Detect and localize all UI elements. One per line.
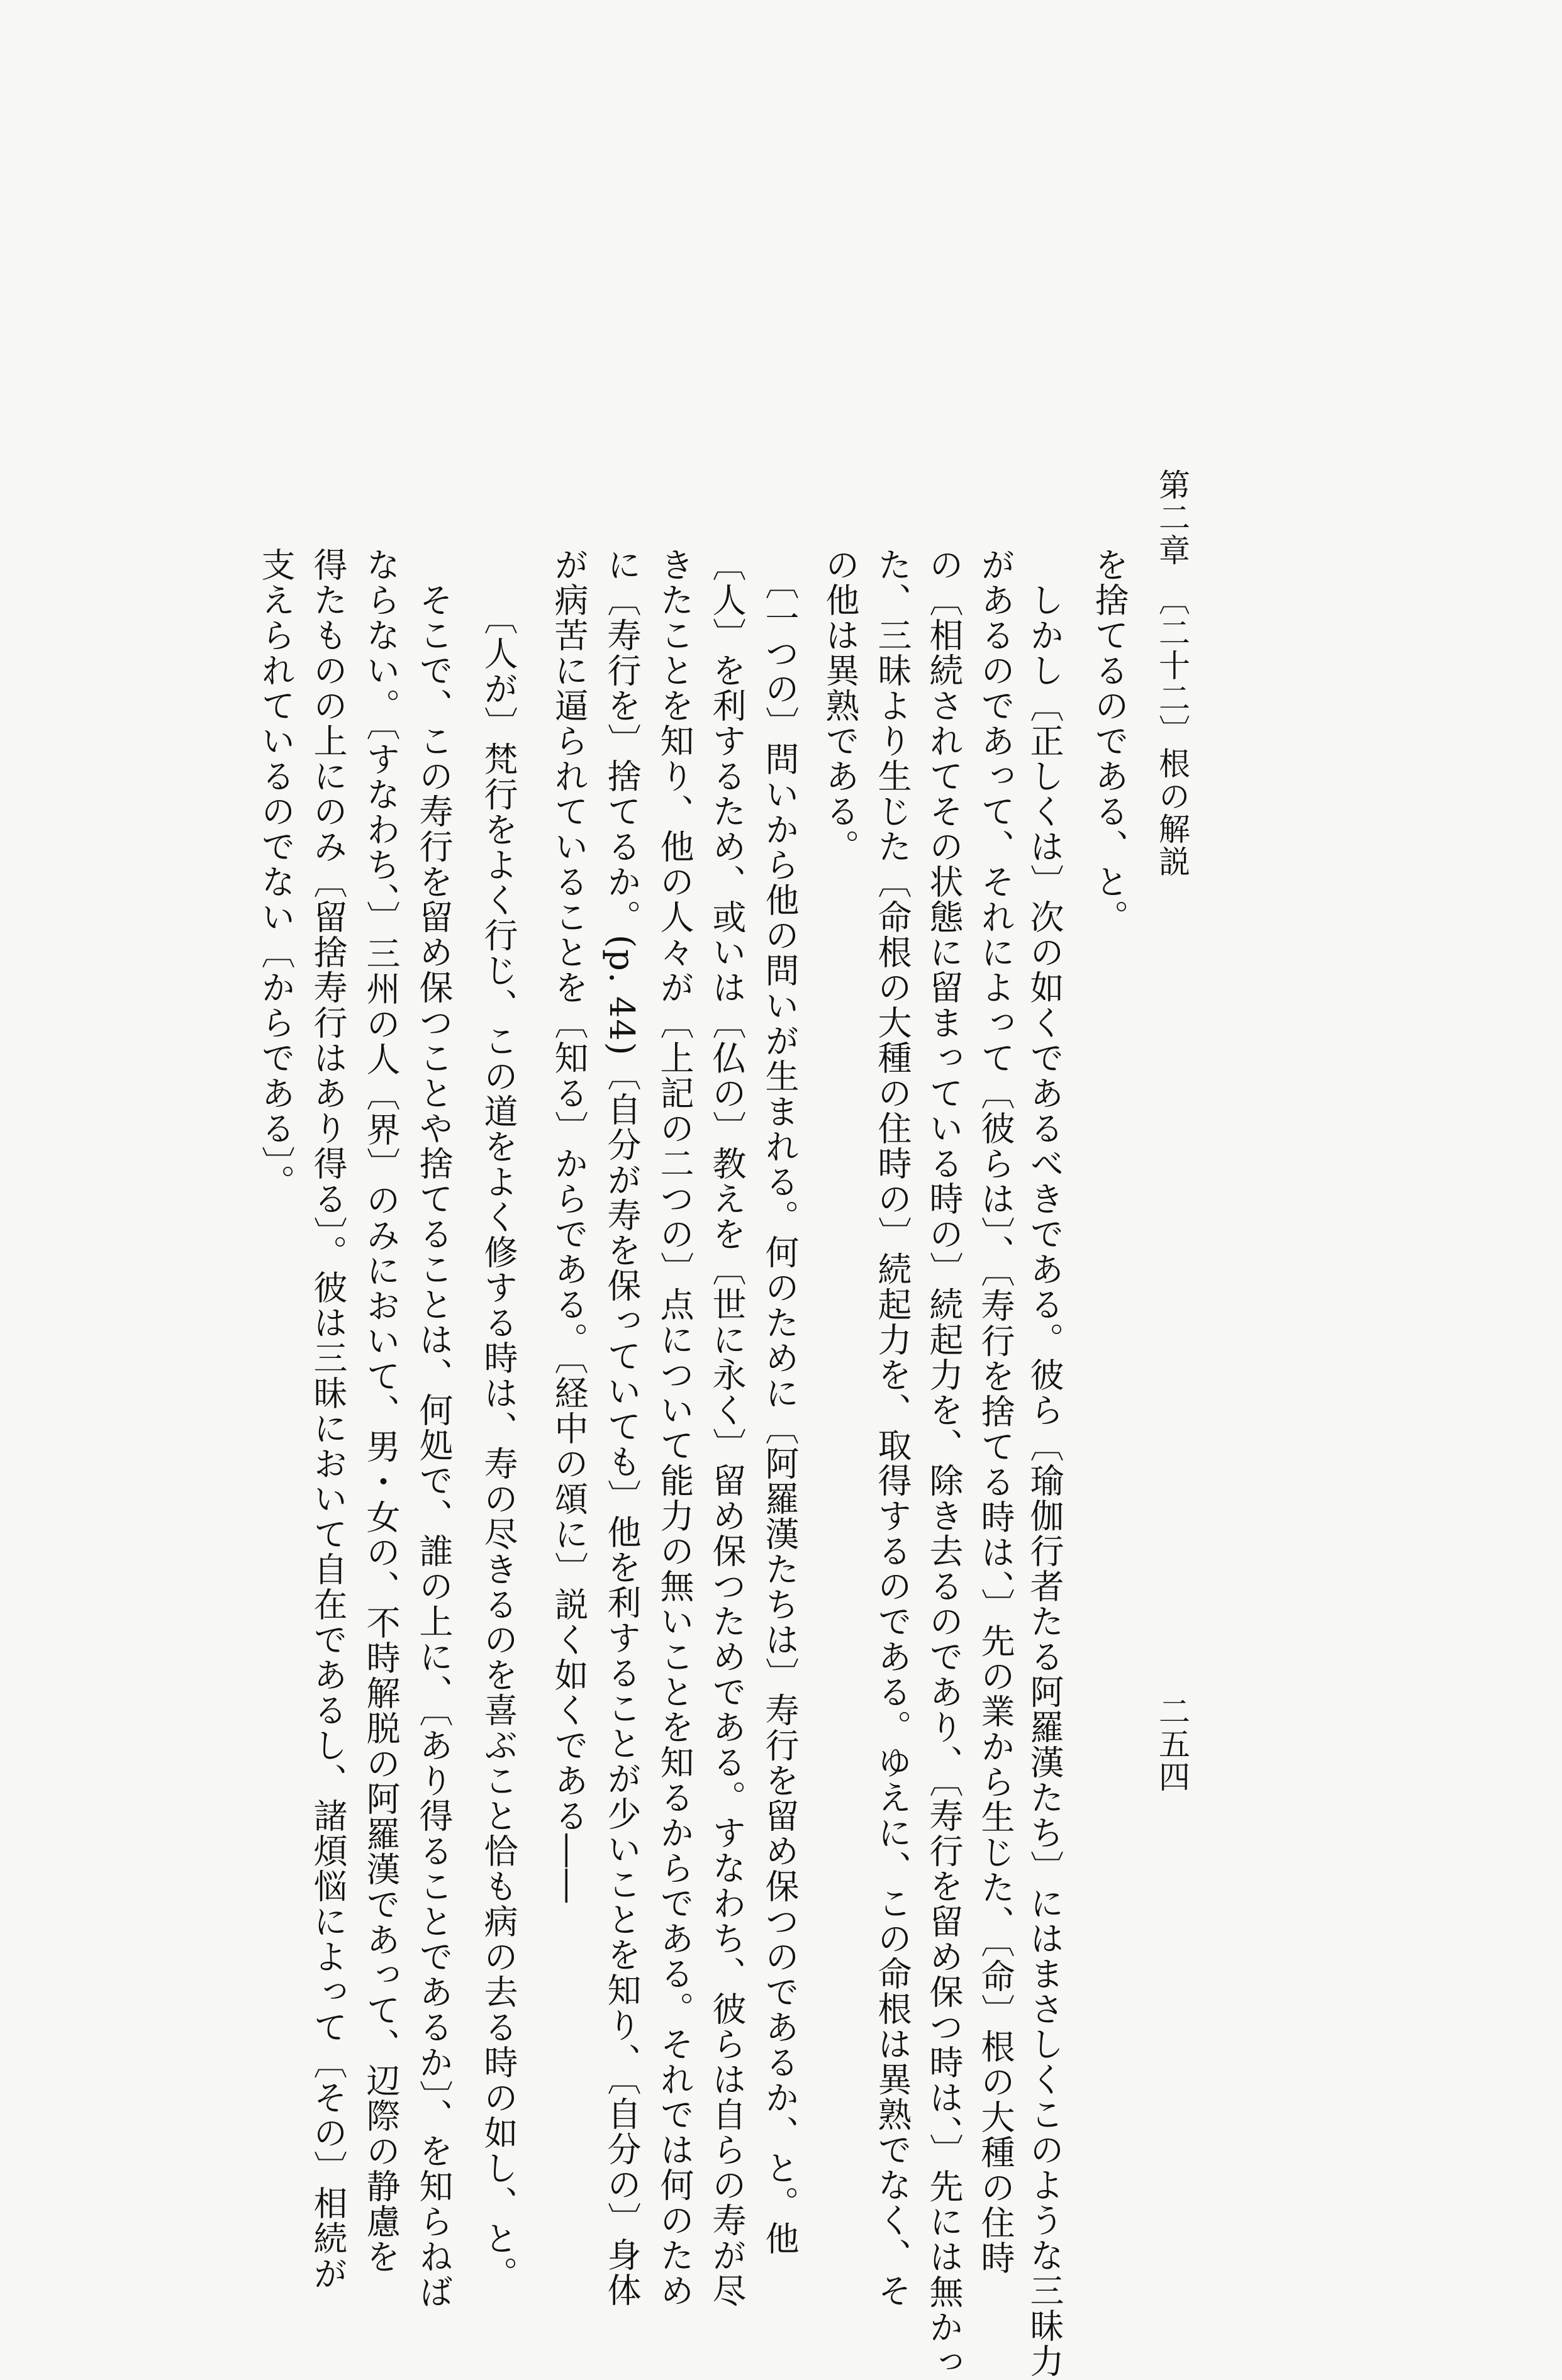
text-line: しかし〔正しくは〕次の如くであるべきである。彼ら〔瑜伽行者たる阿羅漢たち〕にはまさしくこのような三昧力 [1025,547,1064,2379]
text-line: の〔相続されてその状態に留まっている時の〕続起力を、除き去るのであり、〔寿行を留め保つ時は、〕先には無かっ [924,547,964,2380]
text-line: を捨てるのである、と。 [1090,547,1129,935]
page-number: 二五四 [1154,1695,1190,1793]
text-line: た、三昧より生じた〔命根の大種の住時の〕続起力を、取得するのである。ゆえに、この命根は異熟でなく、そ [873,547,912,2308]
text-line: きたことを知り、他の人々が〔上記の二つの〕点について能力の無いことを知るからである。それでは何のため [655,547,695,2308]
text-line: 〔一つの〕問いから他の問いが生まれる。何のために〔阿羅漢たちは〕寿行を留め保つのであるか、と。他 [760,547,800,2256]
chapter-heading: 第二章 〔二十二〕根の解説 [1154,469,1190,878]
text-line: 〔人が〕梵行をよく行じ、この道をよく修する時は、寿の尽きるのを喜ぶこと恰も病の去る時の如し、と。 [479,547,518,2291]
text-line: があるのであって、それによって〔彼らは〕、〔寿行を捨てる時は、〕先の業から生じた、〔命〕根の大種の住時 [976,547,1015,2276]
text-line: の他は異熟である。 [820,547,860,864]
text-line: 支えられているのでない〔からである〕。 [256,547,296,1199]
text-line: そこで、この寿行を留め保つことや捨てることは、何処で、誰の上に、〔あり得ることであるか〕、を知らねば [414,547,454,2310]
text-line: ならない。〔すなわち、〕三州の人〔界〕のみにおいて、男・女の、不時解脱の阿羅漢であって、辺際の静慮を [361,547,401,2274]
text-line: に〔寿行を〕捨てるか。(p. 44)〔自分が寿を保っていても〕他を利することが少いことを知り、〔自分の〕身体 [602,547,642,2308]
text-line: 〔人〕を利するため、或いは〔仏の〕教えを〔世に永く〕留め保つためである。すなわち、彼らは自らの寿が尽 [707,547,747,2308]
text-line: 得たものの上にのみ〔留捨寿行はあり得る〕。彼は三昧において自在であるし、諸煩悩によって〔その〕相続が [308,547,348,2291]
text-line: が病苦に逼られていることを〔知る〕からである。〔経中の頌に〕説く如くである―― [549,547,589,1904]
